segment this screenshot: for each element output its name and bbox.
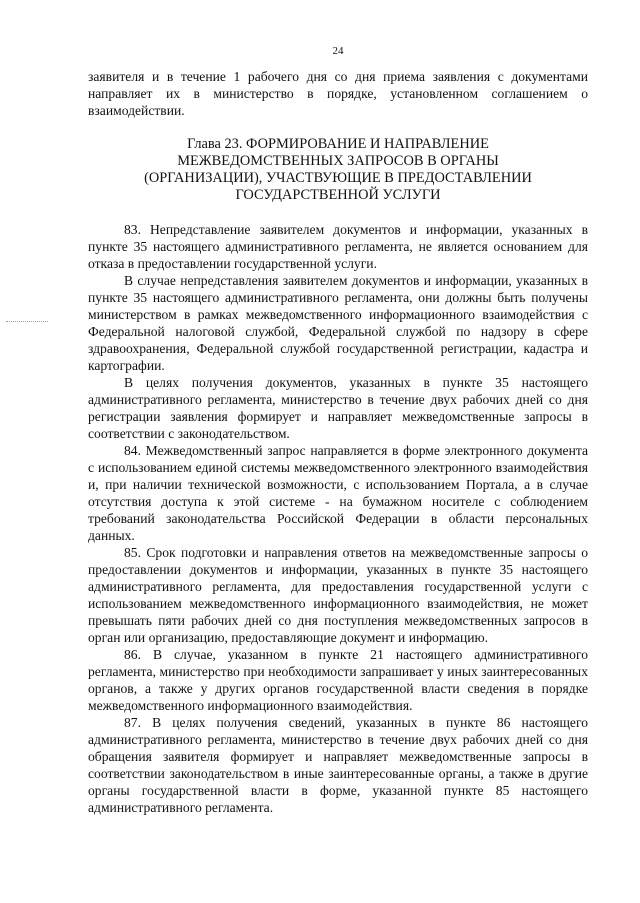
- chapter-title-line: Глава 23. ФОРМИРОВАНИЕ И НАПРАВЛЕНИЕ: [187, 136, 489, 152]
- paragraph-85: 85. Срок подготовки и направления ответов на межведомственные запросы о предоставлении документов и информации, указанных в пункте 35 настоящего административного регламента, для предоставления государственной услуги с использованием межведомственного информационного взаимодействия, не может превышать пяти рабочих дней со дня поступления межведомственных запросов в орган или организацию, предоставляющие документ и информацию.: [88, 545, 588, 645]
- chapter-title-line: (ОРГАНИЗАЦИИ), УЧАСТВУЮЩИЕ В ПРЕДОСТАВЛЕНИИ: [144, 170, 532, 186]
- paragraph-83-continued: В случае непредставления заявителем документов и информации, указанных в пункте 35 настоящего административного регламента, они должны быть получены министерством в рамках межведомственного информационного взаимодействия с Федеральной налоговой службой, Федеральной службой по надзору в сфере здравоохранения, Федеральной службой государственной регистрации, кадастра и картографии.: [88, 273, 588, 373]
- scan-margin-marks: [6, 321, 48, 326]
- chapter-title-line: ГОСУДАРСТВЕННОЙ УСЛУГИ: [235, 187, 441, 203]
- paragraph-84: 84. Межведомственный запрос направляется в форме электронного документа с использованием единой системы межведомственного электронного взаимодействия и, при наличии технической возможности, с использованием Портала, а в случае отсутствия доступа к этой системе - на бумажном носителе с соблюдением требований законодательства Российской Федерации в области персональных данных.: [88, 443, 588, 543]
- paragraph-83-requests: В целях получения документов, указанных в пункте 35 настоящего административного регламента, министерство в течение двух рабочих дней со дня регистрации заявления формирует и направляет межведомственные запросы в соответствии с законодательством.: [88, 375, 588, 441]
- chapter-title-line: МЕЖВЕДОМСТВЕННЫХ ЗАПРОСОВ В ОРГАНЫ: [177, 153, 499, 169]
- paragraph-87: 87. В целях получения сведений, указанных в пункте 86 настоящего административного регламента, министерство в течение двух рабочих дней со дня обращения заявителя формирует и направляет межведомственные запросы в соответствии законодательством в иные заинтересованные органы, а также в другие органы государственной власти в форме, указанной пункте 85 настоящего административного регламента.: [88, 715, 588, 815]
- chapter-title: [88, 136, 588, 204]
- paragraph-86: 86. В случае, указанном в пункте 21 настоящего административного регламента, министерство при необходимости запрашивает у иных заинтересованных органов, а также у других органов государственной власти сведения в порядке межведомственного информационного взаимодействия.: [88, 647, 588, 713]
- page-number: 24: [332, 45, 344, 57]
- intro-paragraph: заявителя и в течение 1 рабочего дня со дня приема заявления с документами направляет их в министерство в порядке, установленном соглашением о взаимодействии.: [88, 69, 588, 118]
- document-page: [88, 44, 588, 816]
- paragraph-83: 83. Непредставление заявителем документов и информации, указанных в пункте 35 настоящего административного регламента, не является основанием для отказа в предоставлении государственной услуги.: [88, 222, 588, 271]
